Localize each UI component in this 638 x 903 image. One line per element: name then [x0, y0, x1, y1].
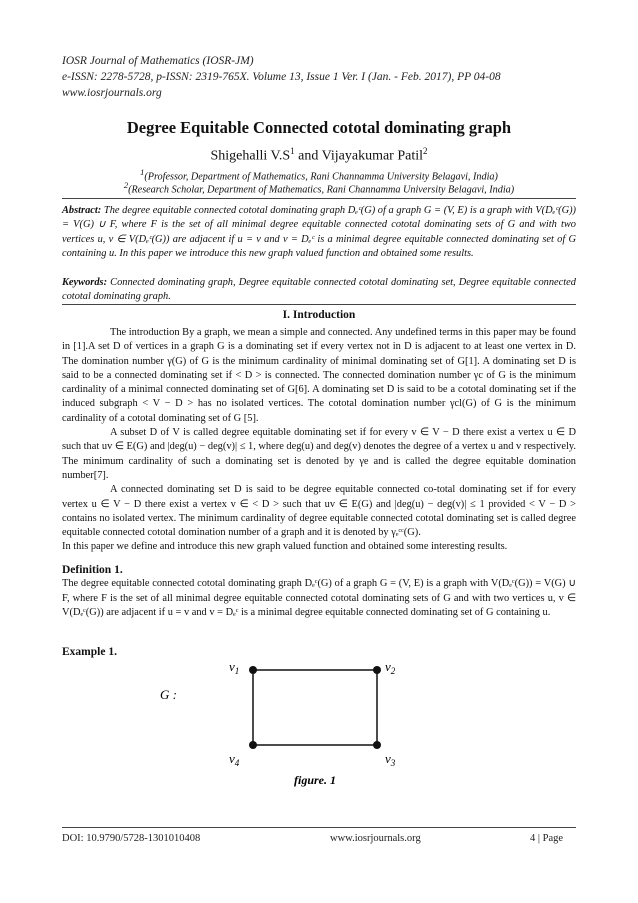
keywords-text: Connected dominating graph, Degree equitable connected cototal dominating set, Degree equitable connected cototal dominating graph.: [62, 277, 576, 303]
vertex-v3-label: $v_3$: [385, 751, 396, 768]
section-heading-introduction: I. Introduction: [282, 309, 356, 321]
author-2-sup: 2: [423, 146, 428, 156]
vertex-v2-dot: [373, 666, 381, 674]
affiliation-2-sup: 2: [123, 180, 129, 190]
paper-title: Degree Equitable Connected cototal dominating graph: [126, 118, 512, 137]
journal-name: IOSR Journal of Mathematics (IOSR-JM): [62, 55, 254, 67]
abstract-text: The degree equitable connected cototal dominating graph Dₑᶜ(G) of a graph G = (V, E) is a graph with V(Dₑᶜ(G)) = V(G) ∪ F, where F is the set of all minimal degree equitable connected cototal dominating sets of G and with two vertices u, v ∈ V(Dₑᶜ(G)) are adjacent if u = v and v = Dₑᶜ is a minimal degree equitable connected dominating set of G containing u. In this paper we introduce this new graph valued function and obtained some results.: [62, 205, 576, 259]
vertex-v2-label: $v_2$: [385, 659, 396, 676]
journal-issn: e-ISSN: 2278-5728, p-ISSN: 2319-765X. Volume 13, Issue 1 Ver. I (Jan. - Feb. 2017), PP 04-08: [62, 71, 501, 83]
definition-text: The degree equitable connected cototal dominating graph Dₑᶜ(G) of a graph G = (V, E) is a graph with V(Dₑᶜ(G)) = V(G) ∪ F, where F is the set of all minimal degree equitable connected cototal dominating sets of G and with two vertices u, v ∈ V(Dₑᶜ(G)) are adjacent if u = v and v = Dₑᶜ is a minimal degree equitable connected dominating set of G containing u.: [62, 578, 576, 618]
affiliation-2-text: (Research Scholar, Department of Mathematics, Rani Channamma University Belagavi, India): [128, 184, 515, 196]
vertex-v4-dot: [249, 741, 257, 749]
vertex-v1-label: $v_1$: [229, 659, 240, 676]
graph-label: G :: [160, 687, 177, 702]
author-2: and Vijayakumar Patil: [294, 148, 423, 164]
figure-caption: figure. 1: [294, 773, 336, 787]
affiliation-1-text: (Professor, Department of Mathematics, Rani Channamma University Belagavi, India): [144, 171, 498, 183]
intro-paragraph-3: A connected dominating set D is said to be degree equitable connected co-total dominating set if for every vertex u ∈ V − D there exist a vertex v ∈ < D > such that uv ∈ E(G) and |deg(u) − deg(v)| ≤ 1 provided < V − D > contains no isolated vertex. The minimum cardinality of degree equitable connected cototal dominating set is called degree equitable connected cototal domination number of a graph and it is denoted by γₑᶜᶜ(G).: [62, 484, 576, 539]
intro-paragraph-4: In this paper we define and introduce this new graph valued function and obtained some interesting results.: [62, 541, 508, 553]
vertex-v1-dot: [249, 666, 257, 674]
intro-paragraph-1: The introduction By a graph, we mean a simple and connected. Any undefined terms in this paper may be found in [1].A set D of vertices in a graph G is a dominating set if every vertex not in D is adjacent to at least one vertex in D. The domination number γ(G) of G is the minimum cardinality of minimal dominating set of G[1]. A dominating set D is said to be a connected dominating set if < D > is connected. The connected domination number γc of G is the minimum cardinality of a minimal connected dominating set of G[6]. A dominating set D is said to be a cototal dominating set if the induced subgraph < V − D > has no isolated vertices. The cototal domination number γcl(G) of G is the minimum cardinality of a cototal dominating set of G [5].: [62, 327, 577, 424]
example-heading: Example 1.: [62, 646, 117, 658]
author-1: Shigehalli V.S: [210, 148, 291, 164]
definition-heading: Definition 1.: [62, 564, 123, 576]
author-1-sup: 1: [290, 146, 295, 156]
intro-paragraph-2: A subset D of V is called degree equitable dominating set if for every v ∈ V − D there exist a vertex u ∈ D such that uv ∈ E(G) and |deg(u) − deg(v)| ≤ 1, where deg(u) and deg(v) denotes the degree of a vertex u and v respectively. The minimum cardinality of such a dominating set is denoted by γe and is called the degree equitable domination number[7].: [62, 427, 576, 481]
footer-doi: DOI: 10.9790/5728-1301010408: [62, 833, 201, 844]
footer-site[interactable]: www.iosrjournals.org: [330, 833, 421, 844]
footer-page-number: 4 | Page: [530, 833, 564, 844]
affiliation-1-sup: 1: [140, 167, 145, 177]
abstract-label: Abstract:: [62, 205, 102, 216]
journal-url[interactable]: www.iosrjournals.org: [62, 87, 162, 99]
vertex-v3-dot: [373, 741, 381, 749]
keywords-label: Keywords:: [62, 277, 108, 288]
vertex-v4-label: $v_4$: [229, 751, 240, 768]
footer-rule: [62, 827, 576, 828]
